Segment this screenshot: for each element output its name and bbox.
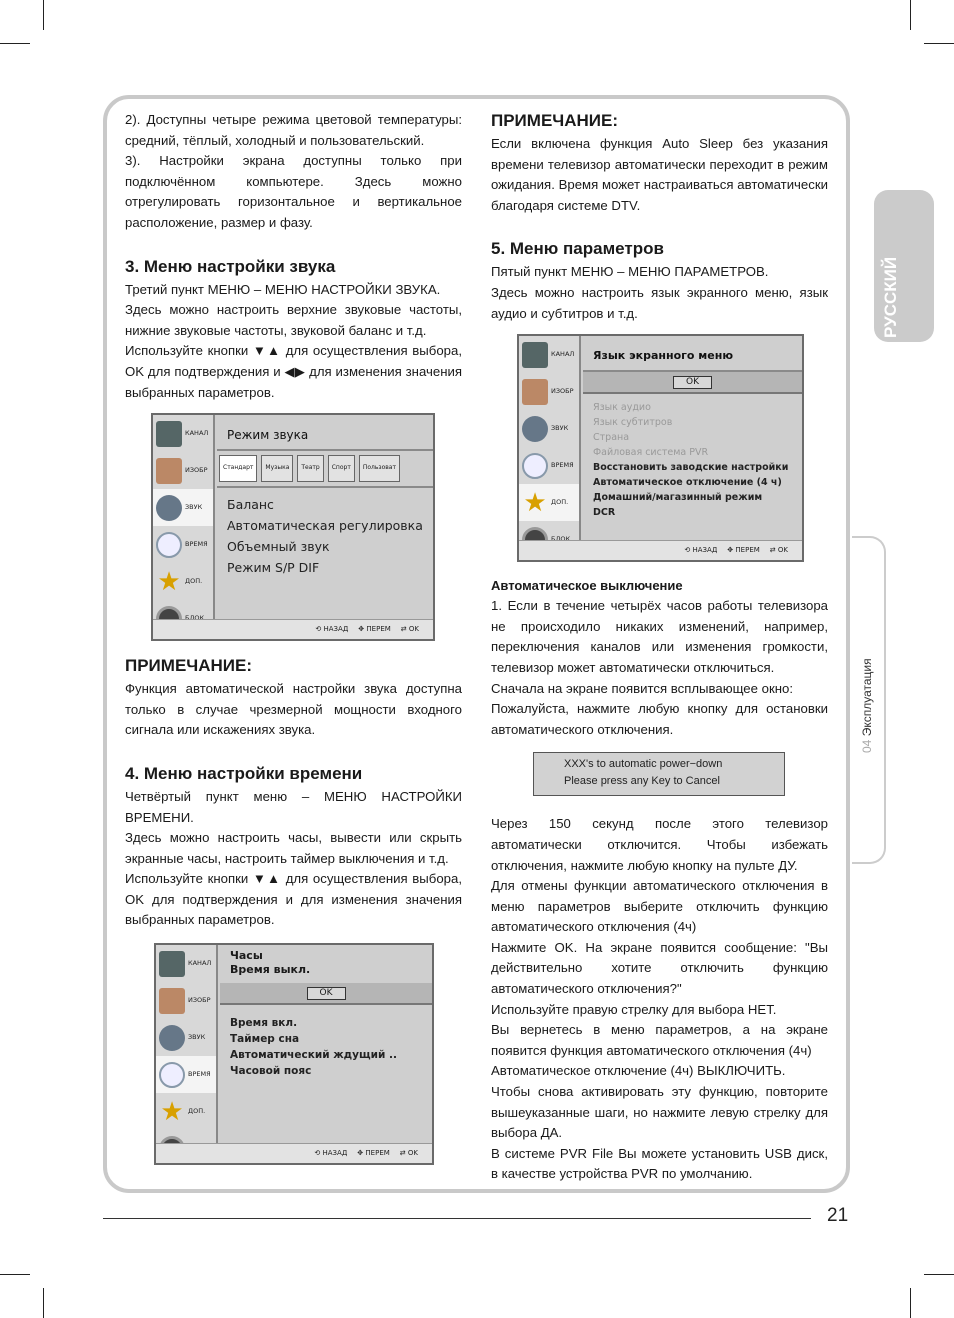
sound-tab: Пользоват — [359, 455, 400, 482]
menu-main — [583, 336, 802, 540]
back-hint — [314, 1143, 347, 1164]
ok-hint — [770, 540, 788, 561]
paragraph: Сначала на экране появится всплывающее окно: — [491, 680, 794, 696]
sidebar-item-time — [153, 526, 213, 563]
paragraph: Используйте кнопки ▼▲ для осуществления выбора, OK для подтверждения и ◀▶ для изменения значения выбранных параметров. — [125, 343, 462, 400]
crop-mark — [924, 43, 954, 44]
footer-label: НАЗАД — [322, 1149, 348, 1158]
sidebar-item-time — [519, 447, 579, 484]
menu-item: Часовой пояс — [230, 1065, 312, 1078]
language-tab-label: РУССКИЙ — [881, 256, 900, 338]
menu-sidebar — [153, 415, 215, 619]
sidebar-label: ВРЕМЯ — [551, 461, 574, 470]
speaker-icon — [156, 495, 182, 521]
menu-item: Домашний/магазинный режим — [593, 492, 763, 504]
sidebar-label: КАНАЛ — [188, 959, 212, 968]
section-number: 04 — [860, 739, 874, 753]
menu-item-disabled: Страна — [593, 432, 630, 444]
move-icon: ✥ — [358, 625, 365, 634]
menu-list — [220, 1005, 432, 1085]
paragraph: Здесь можно настроить язык экранного меню, язык аудио и субтитров и т.д. — [491, 284, 828, 321]
menu-main — [220, 945, 432, 1143]
star-icon: ★ — [160, 1096, 184, 1127]
back-icon: ⟲ — [684, 546, 691, 555]
paragraph: Четвёртый пункт меню – МЕНЮ НАСТРОЙКИ ВРЕМЕНИ. — [125, 788, 462, 825]
sidebar-label: ДОП. — [188, 1107, 206, 1116]
menu-item: Время вкл. — [230, 1017, 298, 1030]
heading-note: ПРИМЕЧАНИЕ: — [125, 656, 252, 676]
sidebar-item-extra — [519, 484, 579, 521]
menu-item: Режим S/P DIF — [227, 559, 320, 575]
menu-title: Язык экранного меню — [583, 336, 802, 372]
crop-mark — [924, 1274, 954, 1275]
paragraph: Пожалуйста, нажмите любую кнопку для остановки автоматического отключения. — [491, 701, 828, 737]
paragraph: 2). Доступны четыре режима цветовой температуры: средний, тёплый, холодный и пользовательский. — [125, 112, 462, 148]
back-hint — [315, 619, 348, 640]
menu-item: Таймер сна — [230, 1033, 300, 1046]
sound-tab: Театр — [297, 455, 323, 482]
menu-list — [583, 394, 802, 526]
menu-footer — [153, 619, 433, 639]
sidebar-label: ЗВУК — [551, 424, 569, 433]
speaker-icon — [522, 416, 548, 442]
paragraph: Используйте кнопки ▼▲ для осуществления выбора, OK для подтверждения и для изменения значения выбранных параметров. — [125, 871, 462, 928]
ok-hint — [400, 1143, 418, 1164]
sidebar-item-channel — [153, 415, 213, 452]
paragraph: Через 150 секунд после этого телевизор автоматически отключится. Чтобы избежать отключения, нажмите любую кнопку на пульте ДУ. — [491, 816, 828, 873]
sidebar-label: ДОП. — [185, 577, 203, 586]
menu-item: DCR — [593, 507, 616, 519]
sidebar-label: ДОП. — [551, 498, 569, 507]
menu-item: Восстановить заводские настройки — [593, 462, 789, 474]
paragraph: Для отмены функции автоматического отключения в меню параметров выберите отключить функцию автоматического отключения (4ч) — [491, 878, 828, 935]
sound-tab: Музыка — [261, 455, 293, 482]
sound-tab: Стандарт — [219, 455, 257, 482]
sound-mode-tabs — [217, 451, 433, 488]
section-label: Эксплуатация — [860, 658, 874, 737]
picture-icon — [522, 379, 548, 405]
menu-item-disabled: Файловая система PVR — [593, 447, 709, 459]
menu-title: Режим звука — [217, 415, 433, 451]
menu-item: Автоматическая регулировка — [227, 517, 423, 533]
menu-title-line: Часы — [230, 949, 263, 963]
ok-hint — [401, 619, 419, 640]
move-hint — [357, 1143, 389, 1164]
crop-mark — [910, 0, 911, 30]
picture-icon — [159, 988, 185, 1014]
menu-title-line: Время выкл. — [230, 963, 311, 977]
back-icon: ⟲ — [315, 625, 322, 634]
menu-item-disabled: Язык аудио — [593, 402, 651, 414]
ok-icon: ⇄ — [399, 1149, 406, 1158]
crop-mark — [910, 1288, 911, 1318]
sidebar-label: ИЗОБР — [188, 996, 211, 1005]
ok-button: OK — [673, 376, 712, 389]
paragraph: Третий пункт МЕНЮ – МЕНЮ НАСТРОЙКИ ЗВУКА. — [125, 281, 441, 297]
sidebar-label: КАНАЛ — [185, 429, 209, 438]
footer-label: ПЕРЕМ — [366, 625, 391, 634]
footer-label: OK — [407, 1149, 418, 1158]
paragraph: 1. Если в течение четырёх часов работы телевизора не происходило никаких изменений, например, переключения каналов или изменения громкости, телевизор может автоматически отключиться. — [491, 598, 828, 675]
sidebar-item-picture — [156, 982, 216, 1019]
footer-label: ПЕРЕМ — [365, 1149, 390, 1158]
menu-item-disabled: Язык субтитров — [593, 417, 673, 429]
clock-icon — [156, 532, 182, 558]
ok-icon: ⇄ — [400, 625, 407, 634]
sidebar-label: КАНАЛ — [551, 350, 575, 359]
tv-icon — [159, 951, 185, 977]
paragraph: В системе PVR File Вы можете установить USB диск, в качестве устройства PVR по умолчанию. — [491, 1145, 828, 1182]
heading-params-menu: 5. Меню параметров — [491, 239, 664, 259]
speaker-icon — [159, 1025, 185, 1051]
menu-sidebar — [156, 945, 218, 1143]
back-icon: ⟲ — [314, 1149, 321, 1158]
left-column — [125, 110, 462, 1179]
paragraph: Здесь можно настроить часы, вывести или скрыть экранные часы, настроить таймер выключения и т.д. — [125, 830, 462, 866]
footer-rule — [103, 1218, 811, 1219]
paragraph: Вы вернетесь в меню параметров, а на экране появится функция автоматического отключения (4ч) — [491, 1022, 828, 1058]
star-icon: ★ — [523, 487, 547, 518]
paragraph: Функция автоматической настройки звука доступна только в случае чрезмерной мощности входного сигнала или искажениях звука. — [125, 681, 462, 738]
right-column — [491, 110, 828, 1185]
paragraph: 3). Настройки экрана доступны только при подключённом компьютере. Здесь можно отрегулировать горизонтальное и вертикальное расположение, размер и фазу. — [125, 153, 462, 230]
paragraph: Нажмите OK. На экране появится сообщение: "Вы действительно хотите отключить функцию автоматического отключения?" — [491, 939, 828, 997]
sidebar-label: ИЗОБР — [551, 387, 574, 396]
menu-main — [217, 415, 433, 619]
heading-time-menu: 4. Меню настройки времени — [125, 763, 363, 783]
sidebar-item-channel — [156, 945, 216, 982]
menu-footer — [156, 1143, 432, 1163]
params-menu-screenshot — [517, 334, 804, 562]
tv-icon — [522, 342, 548, 368]
move-icon: ✥ — [357, 1149, 364, 1158]
menu-item: Баланс — [227, 496, 274, 512]
sound-menu-screenshot — [151, 413, 435, 641]
paragraph: Чтобы снова активировать эту функцию, повторите вышеуказанные шаги, но нажмите левую стрелку для выбора ДА. — [491, 1084, 828, 1141]
ok-icon: ⇄ — [769, 546, 776, 555]
sound-tab: Спорт — [328, 455, 355, 482]
picture-icon — [156, 458, 182, 484]
subheading-auto-off: Автоматическое выключение — [491, 578, 683, 594]
move-hint — [727, 540, 759, 561]
footer-label: НАЗАД — [323, 625, 349, 634]
ok-bar — [583, 372, 802, 394]
paragraph: Пятый пункт МЕНЮ – МЕНЮ ПАРАМЕТРОВ. — [491, 264, 769, 280]
sidebar-label: ЗВУК — [185, 503, 203, 512]
footer-label: ПЕРЕМ — [735, 546, 760, 555]
sidebar-label: ЗВУК — [188, 1033, 206, 1042]
paragraph: Используйте правую стрелку для выбора НЕТ. — [491, 1001, 777, 1017]
paragraph: Автоматическое отключение (4ч) ВЫКЛЮЧИТЬ. — [491, 1063, 786, 1079]
footer-label: OK — [408, 625, 419, 634]
sidebar-item-extra — [153, 563, 213, 600]
crop-mark — [43, 0, 44, 30]
menu-list — [217, 488, 433, 584]
back-hint — [684, 540, 717, 561]
sidebar-label: ИЗОБР — [185, 466, 208, 475]
tv-icon — [156, 421, 182, 447]
popup-line: Please press any Key to Cancel — [564, 775, 720, 788]
sidebar-item-sound — [156, 1019, 216, 1056]
menu-item: Автоматический ждущий .. — [230, 1049, 397, 1062]
ok-bar — [220, 983, 432, 1005]
sidebar-item-sound — [153, 489, 213, 526]
heading-note: ПРИМЕЧАНИЕ: — [491, 111, 618, 130]
menu-title — [220, 945, 432, 983]
sidebar-label: ВРЕМЯ — [185, 540, 208, 549]
move-icon: ✥ — [727, 546, 734, 555]
language-tab — [874, 190, 934, 342]
sidebar-label: ВРЕМЯ — [188, 1070, 211, 1079]
menu-item: Объемный звук — [227, 538, 330, 554]
heading-sound-menu: 3. Меню настройки звука — [125, 256, 336, 276]
menu-footer — [519, 540, 802, 560]
sidebar-item-sound — [519, 410, 579, 447]
crop-mark — [0, 1274, 30, 1275]
sidebar-item-time — [156, 1056, 216, 1093]
clock-icon — [159, 1062, 185, 1088]
menu-sidebar — [519, 336, 581, 540]
star-icon: ★ — [157, 566, 181, 597]
time-menu-screenshot — [154, 943, 434, 1165]
sidebar-item-picture — [519, 373, 579, 410]
crop-mark — [43, 1288, 44, 1318]
footer-label: OK — [777, 546, 788, 555]
paragraph: Здесь можно настроить верхние звуковые частоты, нижние звуковые частоты, звуковой баланс и т.д. — [125, 302, 462, 338]
ok-button: OK — [307, 987, 346, 1000]
page-number: 21 — [827, 1205, 849, 1226]
menu-item: Автоматическое отключение (4 ч) — [593, 477, 782, 489]
crop-mark — [0, 43, 30, 44]
section-tab-label — [860, 658, 874, 753]
section-tab — [852, 536, 886, 864]
sidebar-item-channel — [519, 336, 579, 373]
sidebar-item-picture — [153, 452, 213, 489]
paragraph: Если включена функция Auto Sleep без указания времени телевизор автоматически переходит в режим ожидания. Время может настраиваться автоматически благодаря системе DTV. — [491, 136, 828, 213]
popup-line: XXX's to automatic power−down — [564, 758, 723, 771]
footer-label: НАЗАД — [692, 546, 718, 555]
sidebar-item-extra — [156, 1093, 216, 1130]
clock-icon — [522, 453, 548, 479]
power-down-popup — [533, 752, 785, 796]
move-hint — [358, 619, 390, 640]
